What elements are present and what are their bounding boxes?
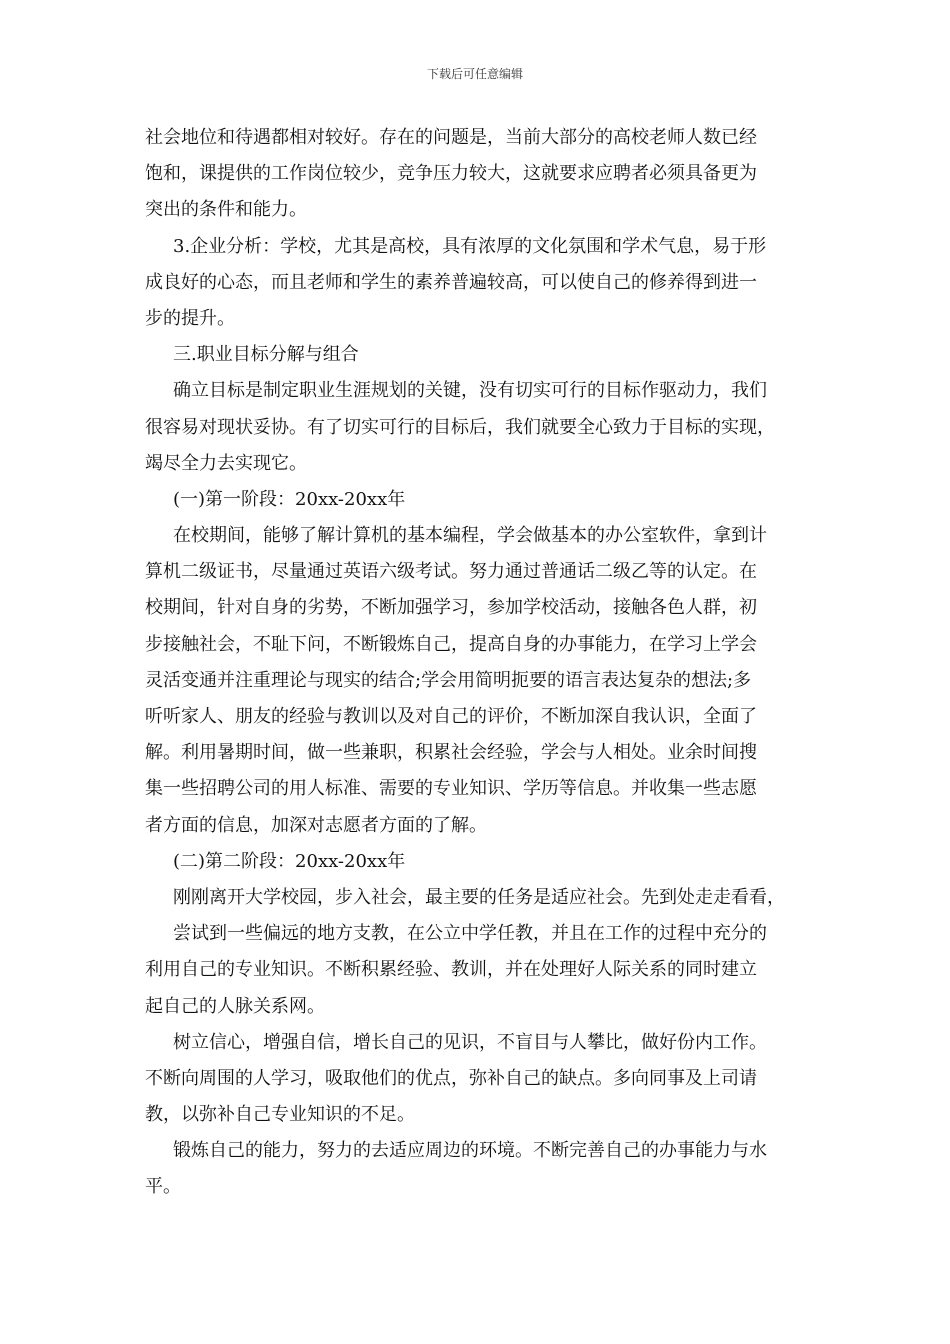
text-line: 很容易对现状妥协。有了切实可行的目标后，我们就要全心致力于目标的实现， bbox=[145, 416, 775, 438]
text-line: 集一些招聘公司的用人标准、需要的专业知识、学历等信息。并收集一些志愿 bbox=[145, 778, 757, 800]
page-header: 下载后可任意编辑 bbox=[426, 67, 523, 81]
text-line: 平。 bbox=[145, 1176, 181, 1198]
text-line: 确立目标是制定职业生涯规划的关键，没有切实可行的目标作驱动力，我们 bbox=[173, 380, 767, 402]
text-line: 起自己的人脉关系网。 bbox=[145, 995, 325, 1017]
text-line: 突出的条件和能力。 bbox=[145, 199, 307, 221]
text-line: 教，以弥补自己专业知识的不足。 bbox=[145, 1104, 415, 1126]
text-line: 步的提升。 bbox=[145, 307, 235, 329]
text-line: 听听家人、朋友的经验与教训以及对自己的评价，不断加深自我认识，全面了 bbox=[145, 706, 757, 727]
text-line: 算机二级证书，尽量通过英语六级考试。努力通过普通话二级乙等的认定。在 bbox=[145, 561, 757, 583]
text-line: 刚刚离开大学校园，步入社会，最主要的任务是适应社会。先到处走走看看， bbox=[173, 886, 785, 908]
text-line: 锻炼自己的能力，努力的去适应周边的环境。不断完善自己的办事能力与水 bbox=[173, 1140, 767, 1162]
text-line: (二)第二阶段：20xx-20xx年 bbox=[173, 850, 406, 872]
text-line: 校期间，针对自身的劣势，不断加强学习，参加学校活动，接触各色人群，初 bbox=[145, 597, 757, 619]
text-line: 灵活变通并注重理论与现实的结合;学会用简明扼要的语言表达复杂的想法;多 bbox=[145, 669, 752, 691]
text-line: 3.企业分析：学校，尤其是高校，具有浓厚的文化氛围和学术气息，易于形 bbox=[173, 235, 767, 257]
text-line: 不断向周围的人学习，吸取他们的优点，弥补自己的缺点。多向同事及上司请 bbox=[145, 1067, 757, 1089]
text-line: 三.职业目标分解与组合 bbox=[173, 344, 359, 366]
text-line: 者方面的信息，加深对志愿者方面的了解。 bbox=[145, 814, 487, 836]
text-line: 步接触社会，不耻下问，不断锻炼自己，提高自身的办事能力，在学习上学会 bbox=[145, 633, 757, 655]
text-line: 社会地位和待遇都相对较好。存在的问题是，当前大部分的高校老师人数已经 bbox=[145, 127, 757, 148]
document-body bbox=[145, 120, 813, 1206]
text-line: 饱和，课提供的工作岗位较少，竞争压力较大，这就要求应聘者必须具备更为 bbox=[145, 163, 757, 185]
text-line: 解。利用暑期时间，做一些兼职，积累社会经验，学会与人相处。业余时间搜 bbox=[145, 742, 757, 764]
text-line: 在校期间，能够了解计算机的基本编程，学会做基本的办公室软件，拿到计 bbox=[173, 525, 767, 547]
text-line: 树立信心，增强自信，增长自己的见识，不盲目与人攀比，做好份内工作。 bbox=[173, 1031, 767, 1053]
text-line: 尝试到一些偏远的地方支教，在公立中学任教，并且在工作的过程中充分的 bbox=[173, 923, 767, 945]
text-line: 竭尽全力去实现它。 bbox=[145, 452, 307, 474]
text-line: 成良好的心态，而且老师和学生的素养普遍较高，可以使自己的修养得到进一 bbox=[145, 271, 757, 293]
text-line: 利用自己的专业知识。不断积累经验、教训，并在处理好人际关系的同时建立 bbox=[145, 959, 757, 981]
text-line: (一)第一阶段：20xx-20xx年 bbox=[173, 488, 406, 510]
